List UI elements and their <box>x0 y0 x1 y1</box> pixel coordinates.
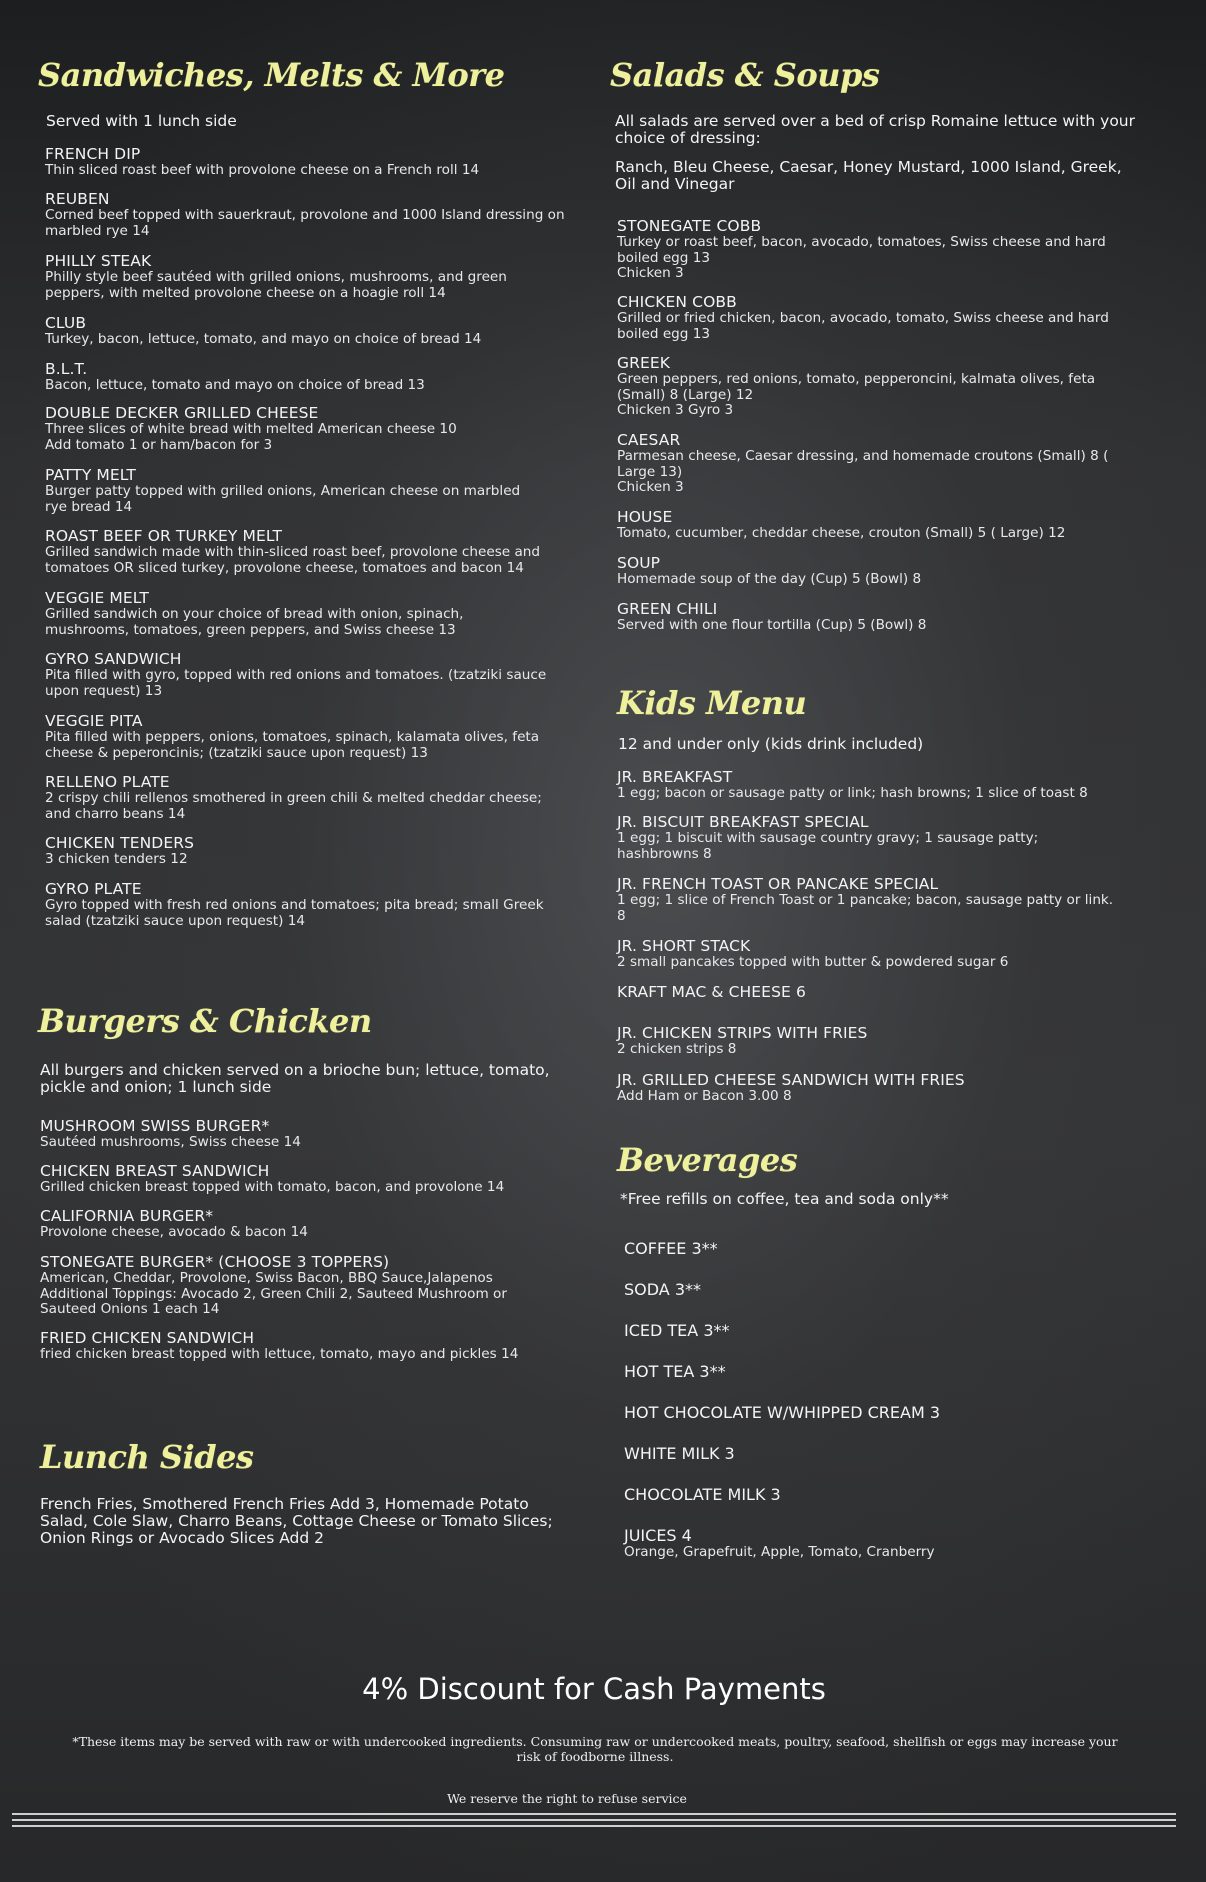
menu-item <box>45 360 565 394</box>
item-name: VEGGIE MELT <box>45 589 149 607</box>
item-desc: Pita filled with peppers, onions, tomatoes, spinach, kalamata olives, feta cheese & peperoncinis; (tzatziki sauce upon request) 13 <box>45 729 540 761</box>
item-name: PHILLY STEAK <box>45 252 152 270</box>
menu-item <box>40 1207 570 1241</box>
menu-item <box>40 1117 301 1151</box>
beverage-item <box>624 1527 1024 1561</box>
menu-item <box>617 875 1117 924</box>
item-name: JR. GRILLED CHEESE SANDWICH WITH FRIES <box>617 1071 965 1089</box>
refuse-service-notice: We reserve the right to refuse service <box>447 1791 687 1806</box>
menu-item <box>45 712 555 761</box>
item-desc-extra: Chicken 3 Gyro 3 <box>617 402 734 418</box>
item-name: STONEGATE COBB <box>617 217 762 235</box>
item-desc-extra: Add tomato 1 or ham/bacon for 3 <box>45 436 273 453</box>
item-name: CLUB <box>45 314 87 332</box>
menu-item <box>45 404 565 453</box>
menu-item <box>617 600 1142 634</box>
item-name: CALIFORNIA BURGER* <box>40 1207 214 1225</box>
item-desc: Grilled chicken breast topped with tomato, bacon, and provolone 14 <box>40 1179 505 1195</box>
item-name: STONEGATE BURGER* (CHOOSE 3 TOPPERS) <box>40 1253 390 1271</box>
item-name: CAESAR <box>617 431 681 449</box>
beverage-item: SODA 3** <box>624 1280 701 1299</box>
item-name: RELLENO PLATE <box>45 773 170 791</box>
beverages-intro: *Free refills on coffee, tea and soda only** <box>620 1190 949 1208</box>
menu-item <box>45 252 545 301</box>
salads-dressings: Ranch, Bleu Cheese, Caesar, Honey Mustard, 1000 Island, Greek, Oil and Vinegar <box>615 158 1122 193</box>
item-name: CHICKEN COBB <box>617 293 737 311</box>
item-desc: 1 egg; 1 biscuit with sausage country gravy; 1 sausage patty; hashbrowns 8 <box>617 830 1039 862</box>
food-safety-disclaimer: *These items may be served with raw or with undercooked ingredients. Consuming raw or undercooked meats, poultry, seafood, shellfish or eggs may increase your risk of foodborne illness. <box>72 1734 1118 1764</box>
sides-title: Lunch Sides <box>40 1438 254 1476</box>
menu-item <box>40 1329 570 1363</box>
item-desc: 2 crispy chili rellenos smothered in green chili & melted cheddar cheese; and charro beans 14 <box>45 790 542 822</box>
item-name: DOUBLE DECKER GRILLED CHEESE <box>45 404 319 422</box>
menu-item <box>617 354 1097 419</box>
item-name: GYRO SANDWICH <box>45 650 182 668</box>
item-desc-extra: Chicken 3 <box>617 265 684 281</box>
item-desc: Philly style beef sautéed with grilled onions, mushrooms, and green peppers, with melted provolone cheese on a hoagie roll 14 <box>45 269 507 301</box>
item-desc: Green peppers, red onions, tomato, pepperoncini, kalmata olives, feta (Small) 8 (Large) 12 <box>617 371 1096 403</box>
sandwiches-title: Sandwiches, Melts & More <box>38 56 505 94</box>
item-desc: Gyro topped with fresh red onions and tomatoes; pita bread; small Greek salad (tzatziki sauce upon request) 14 <box>45 897 544 929</box>
footer-divider <box>12 1819 1176 1821</box>
item-desc: American, Cheddar, Provolone, Swiss Bacon, BBQ Sauce,Jalapenos <box>40 1270 493 1286</box>
menu-item <box>45 650 565 699</box>
menu-item <box>617 217 1132 282</box>
item-desc-extra: Chicken 3 <box>617 479 684 495</box>
beverage-item: ICED TEA 3** <box>624 1321 730 1340</box>
beverages-title: Beverages <box>617 1141 798 1179</box>
kids-intro: 12 and under only (kids drink included) <box>618 735 924 753</box>
item-name: SOUP <box>617 554 661 572</box>
menu-item <box>617 983 1137 1001</box>
beverage-item: HOT CHOCOLATE W/WHIPPED CREAM 3 <box>624 1403 941 1422</box>
item-name: GREEK <box>617 354 671 372</box>
menu-item <box>45 834 565 868</box>
item-name: MUSHROOM SWISS BURGER* <box>40 1117 270 1135</box>
sandwiches-intro: Served with 1 lunch side <box>46 112 237 130</box>
menu-item <box>617 937 1137 971</box>
menu-item <box>45 314 565 348</box>
menu-item <box>617 768 1142 802</box>
item-desc: Tomato, cucumber, cheddar cheese, crouton (Small) 5 ( Large) 12 <box>617 525 1066 541</box>
item-name: FRENCH DIP <box>45 145 141 163</box>
item-name: ROAST BEEF OR TURKEY MELT <box>45 527 283 545</box>
menu-item <box>45 527 570 576</box>
beverage-item: COFFEE 3** <box>624 1239 718 1258</box>
item-name: JR. SHORT STACK <box>617 937 751 955</box>
item-name: PATTY MELT <box>45 466 136 484</box>
item-desc: Sautéed mushrooms, Swiss cheese 14 <box>40 1134 301 1150</box>
beverage-item: HOT TEA 3** <box>624 1362 726 1381</box>
item-desc: Grilled sandwich on your choice of bread with onion, spinach, mushrooms, tomatoes, green peppers, and Swiss cheese 13 <box>45 606 464 638</box>
item-name: REUBEN <box>45 190 110 208</box>
menu-item <box>45 589 515 638</box>
item-desc: fried chicken breast topped with lettuce, tomato, mayo and pickles 14 <box>40 1346 519 1362</box>
sandwiches-section <box>38 58 568 93</box>
menu-item <box>45 145 479 179</box>
item-desc: Bacon, lettuce, tomato and mayo on choice of bread 13 <box>45 377 425 393</box>
item-desc: Three slices of white bread with melted American cheese 10 <box>45 421 457 437</box>
kids-title: Kids Menu <box>617 684 807 722</box>
cash-discount-notice: 4% Discount for Cash Payments <box>362 1672 826 1706</box>
item-name: GYRO PLATE <box>45 880 142 898</box>
menu-item <box>617 813 1087 862</box>
item-name: JR. FRENCH TOAST OR PANCAKE SPECIAL <box>617 875 939 893</box>
item-name: JR. BISCUIT BREAKFAST SPECIAL <box>617 813 869 831</box>
beverage-item: CHOCOLATE MILK 3 <box>624 1485 781 1504</box>
item-desc: Parmesan cheese, Caesar dressing, and homemade croutons (Small) 8 ( Large 13) <box>617 448 1109 480</box>
item-name: B.L.T. <box>45 360 88 378</box>
item-desc: Turkey or roast beef, bacon, avocado, tomatoes, Swiss cheese and hard boiled egg 13 <box>617 234 1106 266</box>
menu-item <box>45 773 570 822</box>
menu-item <box>617 554 1142 588</box>
item-name: FRIED CHICKEN SANDWICH <box>40 1329 255 1347</box>
menu-item <box>617 508 1142 542</box>
item-name: CHICKEN TENDERS <box>45 834 195 852</box>
item-name: GREEN CHILI <box>617 600 718 618</box>
salads-title: Salads & Soups <box>610 56 880 94</box>
item-desc: Burger patty topped with grilled onions, American cheese on marbled rye bread 14 <box>45 483 521 515</box>
item-name: CHICKEN BREAST SANDWICH <box>40 1162 270 1180</box>
salads-intro: All salads are served over a bed of crisp Romaine lettuce with your choice of dressing: <box>615 112 1135 147</box>
item-name: KRAFT MAC & CHEESE 6 <box>617 983 806 1001</box>
menu-item <box>45 466 545 515</box>
item-desc: Turkey, bacon, lettuce, tomato, and mayo on choice of bread 14 <box>45 331 482 347</box>
item-name: JR. BREAKFAST <box>617 768 733 786</box>
item-desc: 3 chicken tenders 12 <box>45 851 188 867</box>
item-desc: Grilled sandwich made with thin-sliced roast beef, provolone cheese and tomatoes OR sliced turkey, provolone cheese, tomatoes and bacon 14 <box>45 544 541 576</box>
item-desc: 1 egg; 1 slice of French Toast or 1 pancake; bacon, sausage patty or link. 8 <box>617 892 1114 924</box>
menu-item <box>617 1071 1137 1105</box>
menu-item <box>40 1162 570 1196</box>
item-name: JUICES 4 <box>624 1526 692 1545</box>
item-desc: Provolone cheese, avocado & bacon 14 <box>40 1224 308 1240</box>
item-desc: Grilled or fried chicken, bacon, avocado, tomato, Swiss cheese and hard boiled egg 13 <box>617 310 1109 342</box>
item-name: JR. CHICKEN STRIPS WITH FRIES <box>617 1024 868 1042</box>
item-desc: Add Ham or Bacon 3.00 8 <box>617 1088 792 1104</box>
item-desc: Corned beef topped with sauerkraut, provolone and 1000 Island dressing on marbled rye 14 <box>45 207 565 239</box>
menu-item <box>40 1253 545 1318</box>
item-desc: 1 egg; bacon or sausage patty or link; hash browns; 1 slice of toast 8 <box>617 785 1088 801</box>
item-desc: Served with one flour tortilla (Cup) 5 (Bowl) 8 <box>617 617 927 633</box>
item-name: HOUSE <box>617 508 673 526</box>
menu-item <box>617 293 1137 342</box>
item-desc: Orange, Grapefruit, Apple, Tomato, Cranberry <box>624 1544 935 1560</box>
item-desc: Pita filled with gyro, topped with red onions and tomatoes. (tzatziki sauce upon request) 13 <box>45 667 547 699</box>
footer-divider <box>12 1813 1176 1815</box>
item-desc: 2 chicken strips 8 <box>617 1041 737 1057</box>
item-desc: 2 small pancakes topped with butter & powdered sugar 6 <box>617 954 1009 970</box>
item-desc: Thin sliced roast beef with provolone cheese on a French roll 14 <box>45 162 480 178</box>
burgers-intro: All burgers and chicken served on a brioche bun; lettuce, tomato, pickle and onion; 1 lunch side <box>40 1061 550 1096</box>
item-desc: Homemade soup of the day (Cup) 5 (Bowl) 8 <box>617 571 922 587</box>
burgers-title: Burgers & Chicken <box>38 1002 372 1040</box>
sides-text: French Fries, Smothered French Fries Add 3, Homemade Potato Salad, Cole Slaw, Charro Beans, Cottage Cheese or Tomato Slices; Onion Rings or Avocado Slices Add 2 <box>40 1495 553 1547</box>
item-desc-extra: Additional Toppings: Avocado 2, Green Chili 2, Sauteed Mushroom or Sauteed Onions 1 each 14 <box>40 1285 507 1317</box>
menu-item <box>45 880 565 929</box>
menu-item <box>617 431 1137 496</box>
beverage-item: WHITE MILK 3 <box>624 1444 735 1463</box>
menu-item <box>617 1024 1137 1058</box>
footer-divider <box>12 1825 1176 1827</box>
item-name: VEGGIE PITA <box>45 712 143 730</box>
menu-item <box>45 190 565 239</box>
